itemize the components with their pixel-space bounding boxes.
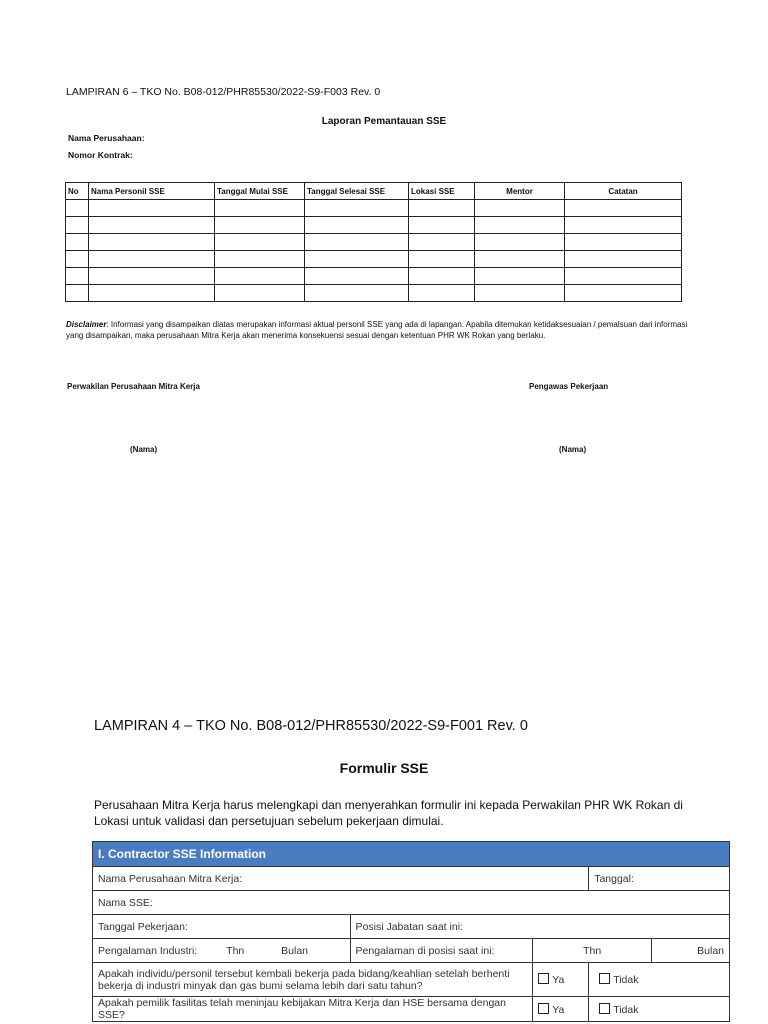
page2-intro: Perusahaan Mitra Kerja harus melengkapi dan menyerahkan formulir ini kepada Perwakilan PHR WK Rokan di Lokasi untuk validasi dan persetujuan sebelum pekerjaan dimulai. (94, 798, 683, 828)
signatory-right-name: (Nama) (559, 445, 587, 454)
position-field[interactable]: Posisi Jabatan saat ini: (350, 915, 729, 939)
signatory-left-name: (Nama) (130, 445, 158, 454)
col-end-date: Tanggal Selesai SSE (305, 183, 409, 200)
sse-monitoring-table (65, 182, 682, 302)
col-location: Lokasi SSE (409, 183, 475, 200)
section-title: I. Contractor SSE Information (93, 842, 730, 867)
checkbox-icon[interactable] (538, 1003, 549, 1014)
page1-title: Laporan Pemantauan SSE (321, 116, 447, 127)
page2-heading: LAMPIRAN 4 – TKO No. B08-012/PHR85530/2022-S9-F001 Rev. 0 (94, 718, 528, 734)
job-date-field[interactable]: Tanggal Pekerjaan: (93, 915, 351, 939)
date-field[interactable]: Tanggal: (589, 867, 730, 891)
col-personnel-name: Nama Personil SSE (89, 183, 215, 200)
sse-name-field[interactable]: Nama SSE: (93, 891, 730, 915)
col-notes: Catatan (565, 183, 682, 200)
company-name-label: Nama Perusahaan: (68, 133, 145, 143)
q2-yes-label: Ya (552, 1003, 565, 1016)
q1-yes-label: Ya (552, 974, 565, 986)
industry-experience-label: Pengalaman Industri: (98, 944, 198, 957)
question-2: Apakah pemilik fasilitas telah meninjau kebijakan Mitra Kerja dan HSE bersama dengan SSE? (93, 997, 533, 1022)
table-row (66, 217, 682, 234)
contract-number-label: Nomor Kontrak: (68, 150, 133, 160)
table-row (66, 251, 682, 268)
q1-yes-option[interactable] (533, 963, 589, 997)
checkbox-icon[interactable] (599, 973, 610, 984)
col-start-date: Tanggal Mulai SSE (215, 183, 305, 200)
sse-form-table (92, 841, 730, 1022)
question-1: Apakah individu/personil tersebut kembali bekerja pada bidang/keahlian setelah berhenti bekerja di industri minyak dan gas bumi selama lebih dari satu tahun? (93, 963, 533, 997)
position-experience-label: Pengalaman di posisi saat ini: (350, 939, 533, 963)
table-row (66, 200, 682, 217)
q2-yes-option[interactable] (533, 997, 589, 1022)
disclaimer-label: Disclaimer (66, 320, 107, 329)
table-row (66, 285, 682, 302)
industry-months-unit: Bulan (281, 944, 309, 957)
disclaimer-text: : Informasi yang disampaikan diatas merupakan informasi aktual personil SSE yang ada di lapangan. Apabila ditemukan ketidaksesuaian / pemalsuan dari informasi yang disampaikan, maka perusahaan Mitra Kerja akan menerima konsekuensi sesuai dengan ketentuan PHR WK Rokan yang berlaku. (66, 320, 688, 340)
industry-years-unit: Thn (226, 944, 245, 957)
table-row (66, 234, 682, 251)
signatory-right-label: Pengawas Pekerjaan (529, 382, 609, 391)
checkbox-icon[interactable] (538, 973, 549, 984)
table-header-row (66, 183, 682, 200)
q1-no-label: Tidak (613, 974, 639, 986)
company-name-field[interactable]: Nama Perusahaan Mitra Kerja: (93, 867, 589, 891)
q1-no-option[interactable] (589, 963, 730, 997)
signatory-left-label: Perwakilan Perusahaan Mitra Kerja (67, 382, 200, 391)
disclaimer (66, 319, 692, 341)
q2-no-option[interactable] (589, 997, 730, 1022)
position-years-unit: Thn (533, 939, 652, 963)
col-mentor: Mentor (475, 183, 565, 200)
page1-heading: LAMPIRAN 6 – TKO No. B08-012/PHR85530/2022-S9-F003 Rev. 0 (66, 86, 381, 98)
industry-experience-field[interactable] (93, 939, 351, 963)
checkbox-icon[interactable] (599, 1003, 610, 1014)
position-months-unit: Bulan (652, 939, 730, 963)
table-row (66, 268, 682, 285)
q2-no-label: Tidak (613, 1003, 639, 1016)
col-no: No (66, 183, 89, 200)
page2-title: Formulir SSE (339, 760, 429, 776)
